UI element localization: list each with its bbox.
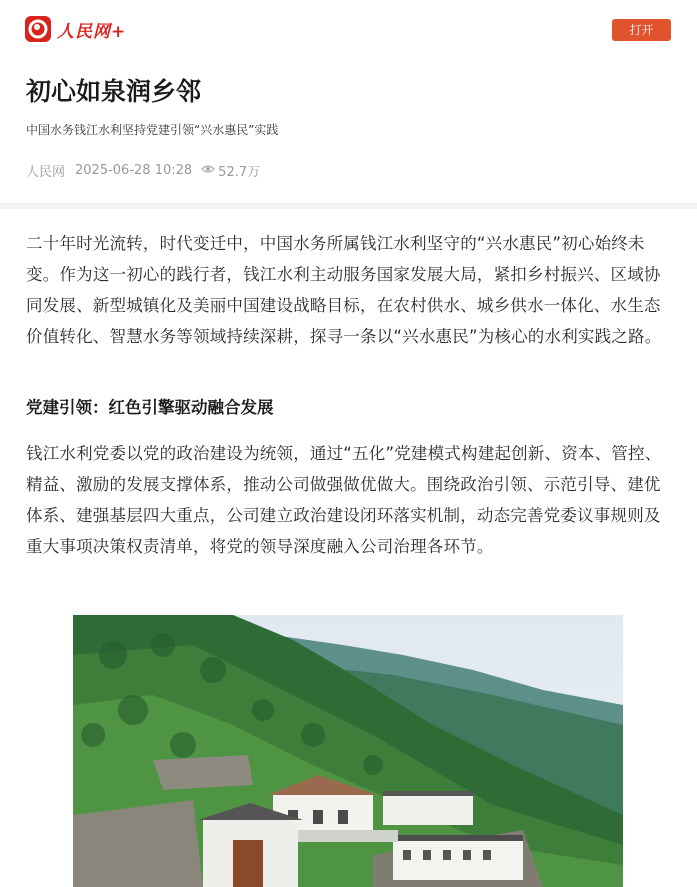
view-count: 52.7万 xyxy=(218,165,261,180)
top-bar xyxy=(0,0,697,62)
article-source: 人民网 xyxy=(26,165,66,180)
article-paragraph: 二十年时光流转，时代变迁中，中国水务所属钱江水利坚守的“兴水惠民”初心始终未变。作为这一初心的践行者，钱江水利主动服务国家发展大局，紧扣乡村振兴、区域协同发展、新型城镇化及美丽中国建设战略目标，在农村供水、城乡供水一体化、水生态价值转化、智慧水务等领域持续深耕，探寻一条以“兴水惠民”为核心的水利实践之路。 xyxy=(26,234,662,346)
brand-name: 人民网+ xyxy=(57,21,127,42)
brand-logo[interactable] xyxy=(25,16,126,42)
eye-icon xyxy=(201,163,215,178)
article-title: 初心如泉润乡邻 xyxy=(26,77,202,106)
article-subtitle: 中国水务钱江水利坚持党建引领“兴水惠民”实践 xyxy=(26,123,279,137)
section-divider xyxy=(0,203,697,209)
article-datetime: 2025-06-28 10:28 xyxy=(75,163,193,178)
open-app-button[interactable]: 打开 xyxy=(612,19,671,41)
article-paragraph: 钱江水利党委以党的政治建设为统领，通过“五化”党建模式构建起创新、资本、管控、精益、激励的发展支撑体系，推动公司做强做优做大。围绕政治引领、示范引导、建优体系、建强基层四大重点，公司建立政治建设闭环落实机制，动态完善党委议事规则及重大事项决策权责清单，将党的领导深度融入公司治理各环节。 xyxy=(26,444,662,556)
article-meta xyxy=(26,161,260,180)
article-photo xyxy=(73,615,623,887)
section-heading: 党建引领：红色引擎驱动融合发展 xyxy=(26,398,274,417)
people-daily-logo-icon xyxy=(25,16,51,42)
